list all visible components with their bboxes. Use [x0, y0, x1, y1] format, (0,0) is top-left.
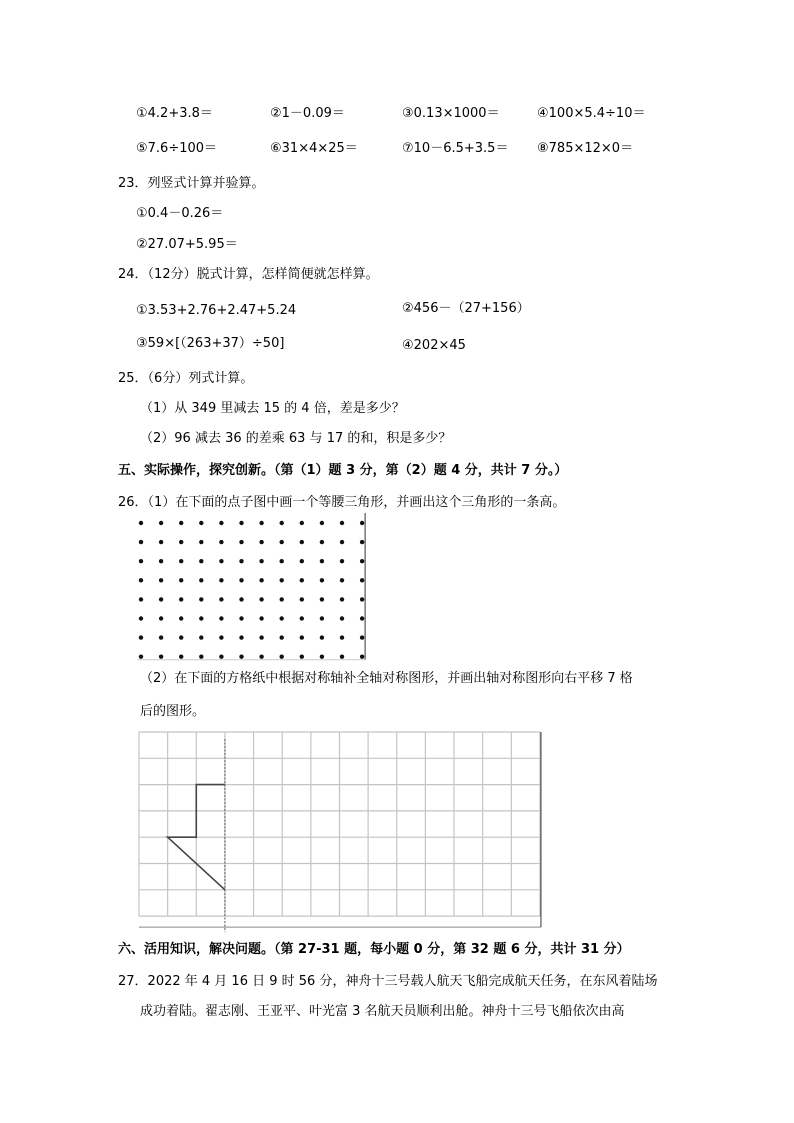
q24-item-1: ①3.53+2.76+2.47+5.24 [136, 303, 297, 318]
q25-title: 25．（6分）列式计算。 [118, 371, 254, 386]
q26-part-2-prompt-line-2: 后的图形。 [140, 704, 206, 719]
q23-item-2: ②27.07+5.95＝ [136, 237, 238, 252]
section-5-heading: 五、实际操作，探究创新。（第（1）题 3 分，第（2）题 4 分，共计 7 分。） [118, 463, 568, 478]
section-6-heading: 六、活用知识，解决问题。（第 27-31 题，每小题 0 分，第 32 题 6 分，共计 31 分） [118, 942, 630, 957]
q26-part-2-prompt-line-1: （2）在下面的方格纸中根据对称轴补全轴对称图形，并画出轴对称图形向右平移 7 格 [140, 671, 633, 686]
q24-item-3: ③59×[（263+37）÷50] [136, 336, 285, 351]
q22-item-6: ⑥31×4×25＝ [270, 141, 358, 156]
q22-item-2: ②1－0.09＝ [270, 106, 345, 121]
q22-item-8: ⑧785×12×0＝ [537, 141, 634, 156]
q23-title: 23．列竖式计算并验算。 [118, 176, 265, 191]
q23-item-1: ①0.4－0.26＝ [136, 206, 224, 221]
q27-line-2: 成功着陆。翟志刚、王亚平、叶光富 3 名航天员顺利出舱。神舟十三号飞船依次由高 [140, 1004, 625, 1019]
q24-item-4: ④202×45 [402, 338, 466, 353]
q22-item-3: ③0.13×1000＝ [402, 106, 500, 121]
q26-part-1-prompt: 26．（1）在下面的点子图中画一个等腰三角形，并画出这个三角形的一条高。 [118, 495, 566, 510]
q22-item-5: ⑤7.6÷100＝ [136, 141, 218, 156]
q24-title: 24．（12分）脱式计算，怎样简便就怎样算。 [118, 267, 379, 282]
q25-item-1: （1）从 349 里减去 15 的 4 倍，差是多少？ [140, 401, 405, 416]
q22-item-7: ⑦10－6.5+3.5＝ [402, 141, 509, 156]
q22-item-4: ④100×5.4÷10＝ [537, 106, 646, 121]
q25-item-2: （2）96 减去 36 的差乘 63 与 17 的和，积是多少？ [140, 431, 452, 446]
q27-line-1: 27．2022 年 4 月 16 日 9 时 56 分，神舟十三号载人航天飞船完成航天任务，在东风着陆场 [118, 974, 658, 989]
q24-item-2: ②456－（27+156） [402, 301, 530, 316]
q22-item-1: ①4.2+3.8＝ [136, 106, 213, 121]
